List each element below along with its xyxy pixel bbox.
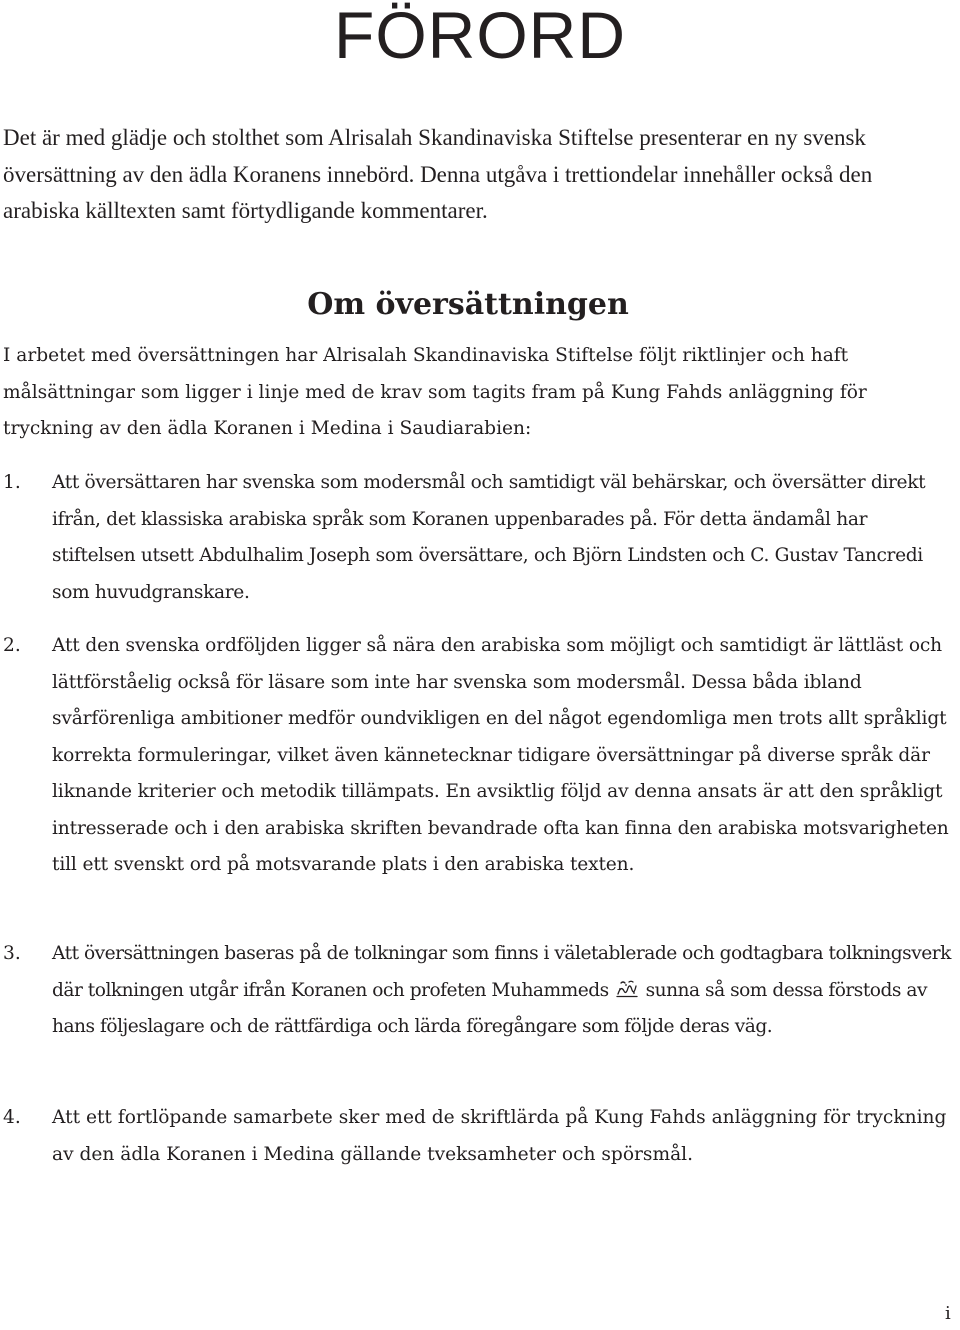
- criterion-number: 3.: [3, 943, 21, 964]
- criterion-text: Att ett fortlöpande samarbete sker med de skriftlärda på Kung Fahds anläggning för tryckning av den ädla Koranen i Medina gällande tveksamheter och spörsmål.: [52, 1107, 947, 1165]
- criterion-text: Att den svenska ordföljden ligger så nära den arabiska som möjligt och samtidigt är lättläst och lättförståelig också för läsare som inte har svenska som modersmål. Dessa båda ibland svårförenliga ambitioner medför oundvikligen en del något egendomliga men trots allt språkligt korrekta formuleringar, vilket även kännetecknar tidigare översättningar på diverse språk där liknande kriterier och metodik tillämpats. En avsiktlig följd av denna ansats är att den språkligt intresserade och i den arabiska skriften bevandrade ofta kan finna den arabiska motsvarigheten till ett svenskt ord på motsvarande plats i den arabiska texten.: [52, 635, 949, 875]
- intro-paragraph: Det är med glädje och stolthet som Alrisalah Skandinaviska Stiftelse presenterar en ny svensk översättning av den ädla Koranens innebörd. Denna utgåva i trettiondelar innehåller också den arabiska källtexten samt förtydligande kommentarer.: [3, 125, 873, 223]
- salawat-ligature-icon: [615, 979, 639, 999]
- criterion-number: 4.: [3, 1107, 21, 1128]
- page-title: FÖRORD: [334, 0, 626, 72]
- criterion-number: 2.: [3, 635, 21, 656]
- criterion-text: [52, 936, 955, 1046]
- section-intro-paragraph: I arbetet med översättningen har Alrisalah Skandinaviska Stiftelse följt riktlinjer och haft målsättningar som ligger i linje med de krav som tagits fram på Kung Fahds anläggning för tryckning av den ädla Koranen i Medina i Saudiarabien:: [3, 345, 867, 439]
- page-number: i: [945, 1303, 951, 1324]
- criterion-text: Att översättaren har svenska som modersmål och samtidigt väl behärskar, och översätter direkt ifrån, det klassiska arabiska språk som Koranen uppenbarades på. För detta ändamål har stiftelsen utsett Abdulhalim Joseph som översättare, och Björn Lindsten och C. Gustav Tancredi som huvudgranskare.: [52, 472, 926, 603]
- criterion-text-part: Att översättningen baseras på de tolkningar som finns i väletablerade och godtagbara tolkningsverk där tolkningen utgår ifrån Koranen och profeten Muhammeds: [52, 943, 951, 1001]
- criterion-text-part: sunna så som dessa förstods av hans följeslagare och de rättfärdiga och lärda föregångare som följde deras väg.: [52, 979, 927, 1037]
- section-heading: Om översättningen: [307, 287, 629, 322]
- criterion-number: 1.: [3, 472, 21, 493]
